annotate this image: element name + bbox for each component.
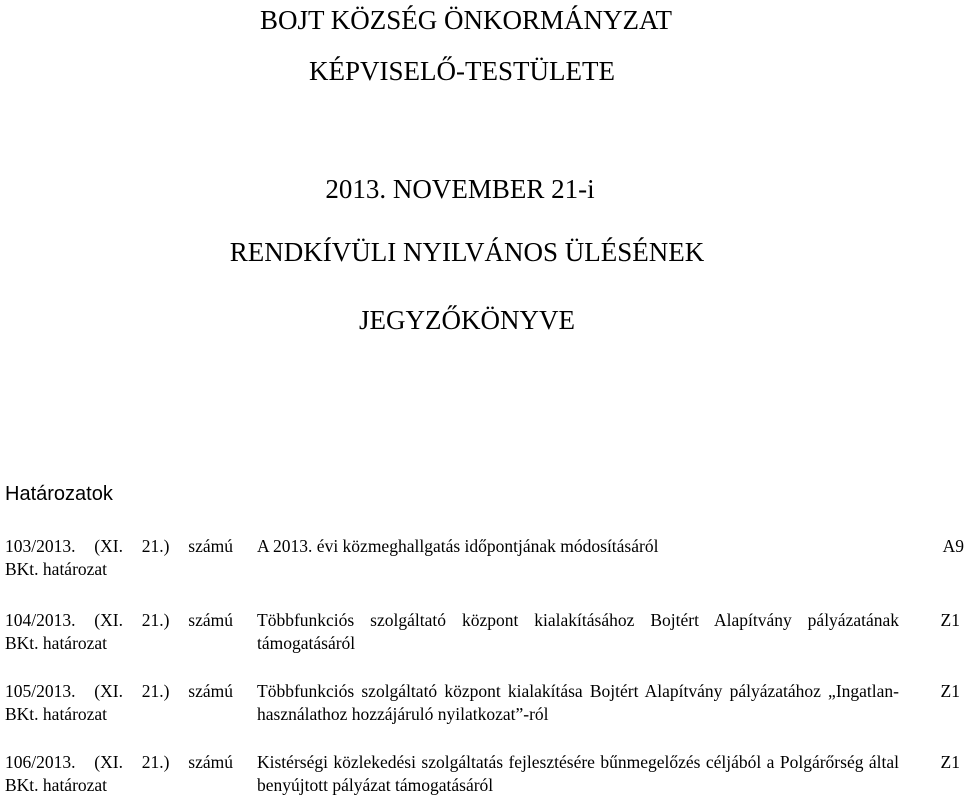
resolution-description: Többfunkciós szolgáltató központ kialakításához Bojtért Alapítvány pályázatának támogatásáról	[257, 610, 899, 653]
meeting-date-heading: 2013. NOVEMBER 21-i	[325, 174, 595, 204]
resolution-type: BKt. határozat	[5, 775, 108, 795]
document-title-line-1: BOJT KÖZSÉG ÖNKORMÁNYZAT	[259, 5, 672, 35]
resolution-number	[5, 609, 233, 655]
resolution-number-line: 105/2013. (XI. 21.) számú	[5, 681, 233, 701]
resolutions-section-title: Határozatok	[5, 483, 113, 505]
resolution-row	[0, 751, 960, 799]
resolution-type: BKt. határozat	[5, 633, 108, 653]
resolution-number	[5, 751, 233, 797]
resolution-number	[5, 680, 233, 726]
resolution-number	[5, 535, 233, 581]
resolution-description: Többfunkciós szolgáltató központ kialakítása Bojtért Alapítvány pályázatához „Ingatlan-használathoz hozzájáruló nyilatkozat”-ról	[257, 681, 899, 724]
resolution-code: Z1	[940, 681, 960, 701]
minutes-heading: JEGYZŐKÖNYVE	[359, 305, 575, 335]
resolution-row	[0, 609, 960, 657]
resolution-code: Z1	[940, 752, 960, 772]
resolution-number-line: 106/2013. (XI. 21.) számú	[5, 752, 233, 772]
resolution-description: Kistérségi közlekedési szolgáltatás fejlesztésére bűnmegelőzés céljából a Polgárőrség által benyújtott pályázat támogatásáról	[257, 752, 899, 795]
resolution-type: BKt. határozat	[5, 704, 108, 724]
resolution-code: A9	[942, 536, 964, 556]
meeting-type-heading: RENDKÍVÜLI NYILVÁNOS ÜLÉSÉNEK	[229, 237, 705, 267]
resolution-row	[0, 535, 964, 583]
resolution-description: A 2013. évi közmeghallgatás időpontjának módosításáról	[257, 536, 659, 556]
document-title-line-2: KÉPVISELŐ-TESTÜLETE	[309, 56, 615, 86]
resolution-type: BKt. határozat	[5, 559, 108, 579]
resolution-code: Z1	[940, 610, 960, 630]
resolution-number-line: 104/2013. (XI. 21.) számú	[5, 610, 233, 630]
resolution-row	[0, 680, 960, 728]
resolution-number-line: 103/2013. (XI. 21.) számú	[5, 536, 233, 556]
